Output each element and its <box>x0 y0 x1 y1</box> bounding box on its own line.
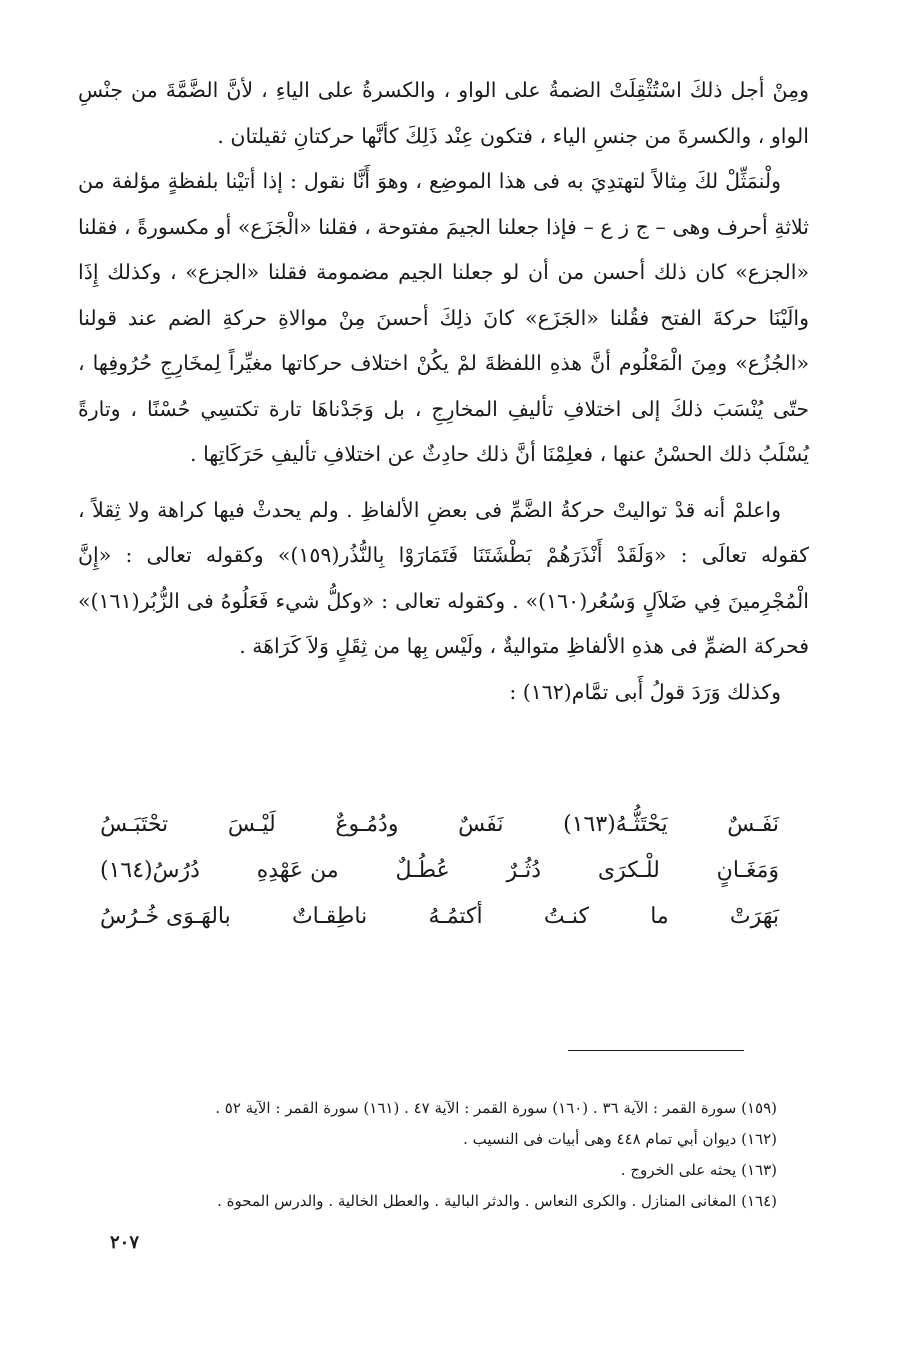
footnote: (١٦٢) ديوان أبي تمام ٤٤٨ وهى أبيات فى النسيب . <box>463 1130 777 1148</box>
paragraph: ولْنمَثِّلْ لكَ مِثالاً لتهتدِيَ به فى هذا الموضِع ، وهوَ أَنَّا نقول : إذا أتيْنا بلفظةٍ مؤلفة من ثلاثةِ أحرف وهى – ج ز ع – فإذا جعلنا الجيمَ مفتوحة ، فقلنا «الْجَزَع» أو مكسورةً ، فقلنا «الجزع» كان ذلك أحسن من أن لو جعلنا الجيم مضمومة فقلنا «الجزع» ، وكذلك إِذَا والَيْنَا حركةَ الفتح فقُلنا «الجَزَع» كانَ ذلِكَ أحسنَ مِنْ موالاةِ حركةِ الضم عند قولنا «الجُزُع» ومِنَ الْمَعْلُوم أنَّ هذهِ اللفظةَ لمْ يكُنْ اختلاف حركاتها مغيِّراً لِمخَارِجِ حُرُوفِها ، حتّى يُنْسَبَ ذلكَ إلى اختلافِ تأليفِ المخارِجِ ، بل وَجَدْناهَا تارة تكتسِي حُسْنًا ، وتارةً يُسْلَبُ ذلك الحسْنُ عنها ، فعلِمْنَا أنَّ ذلك حادِثٌ عن اختلافِ تأليفِ حَرَكَاتِها . <box>78 169 809 466</box>
main-text <box>78 68 809 715</box>
verse-word: يَحْتَثُّـهُ(١٦٣) <box>563 812 668 837</box>
verse-word: للْـكرَى <box>597 858 660 883</box>
paragraph: واعلمْ أنه قدْ تواليتْ حركةُ الضَّمِّ فى بعضِ الألفاظِ . ولم يحدثْ فيها كراهة ولا ثِقلاً ، كقوله تعالَى : «وَلَقَدْ أَنْذَرَهُمْ بَطْشَتَنَا فَتَمَارَوْا بِالنُّذُر(١٥٩)» وكقوله تعالى : «إِنَّ الْمُجْرِمينَ فِي ضَلاَلٍ وَسُعُر(١٦٠)» . وكقوله تعالى : «وكلُّ شيء فَعَلُوهُ فى الزُّبُر(١٦١)» فحركة الضمِّ فى هذهِ الألفاظِ متواليةٌ ، ولَيْس بِها من ثِقَلٍ وَلاَ كَرَاهَة . <box>78 497 809 658</box>
verse-word: من عَهْدِهِ <box>256 858 339 883</box>
verse-word: نَفَـسٌ <box>727 812 779 837</box>
verse-word: تحْتَبَـسُ <box>100 812 169 837</box>
verse-word: ما <box>650 904 669 929</box>
verse-word: نَفَسٌ <box>458 812 504 837</box>
verse-word: عُطُـلٌ <box>395 858 450 883</box>
footnote: (١٦٤) المغانى المنازل . والكرى النعاس . والدثر البالية . والعطل الخالية . والدرس المحوة . <box>217 1192 777 1210</box>
verse-line <box>100 894 779 940</box>
footnote: (١٥٩) سورة القمر : الآية ٣٦ . (١٦٠) سورة القمر : الآية ٤٧ . (١٦١) سورة القمر : الآية ٥٢ . <box>215 1099 777 1117</box>
poem-verses <box>100 802 779 940</box>
footnotes <box>40 1093 777 1217</box>
verse-word: دُثُـرٌ <box>506 858 542 883</box>
verse-word: وَمَغَـانٍ <box>716 858 779 883</box>
footnote: (١٦٣) يحثه على الخروج . <box>620 1161 777 1179</box>
verse-word: أكتمُـهُ <box>428 904 483 929</box>
verse-word: لَيْـسَ <box>227 812 276 837</box>
verse-word: كنـتُ <box>543 904 589 929</box>
verse-word: ودُمُـوعٌ <box>335 812 399 837</box>
verse-line <box>100 802 779 848</box>
verse-word: ناطِقـاتٌ <box>291 904 368 929</box>
paragraph: ومِنْ أجل ذلكَ اسْتُثْقِلَتْ الضمةُ على الواو ، والكسرةُ على الياءِ ، لأنَّ الضَّمَّةَ من جنْسِ الواو ، والكسرةَ من جنسِ الياء ، فتكون عِنْد ذَلِكَ كأنَّها حركتانِ ثقيلتان . <box>78 78 809 148</box>
page-number: ٢٠٧ <box>109 1232 139 1253</box>
footnote-divider <box>568 1050 744 1051</box>
paragraph: وكذلك وَرَدَ قولُ أَبى تمَّام(١٦٢) : <box>509 679 781 704</box>
verse-word: دُرُسُ(١٦٤) <box>100 858 200 883</box>
verse-word: بَهَرَتْ <box>729 904 779 929</box>
verse-word: بالهَـوَى خُـرُسُ <box>100 904 231 929</box>
verse-line <box>100 848 779 894</box>
